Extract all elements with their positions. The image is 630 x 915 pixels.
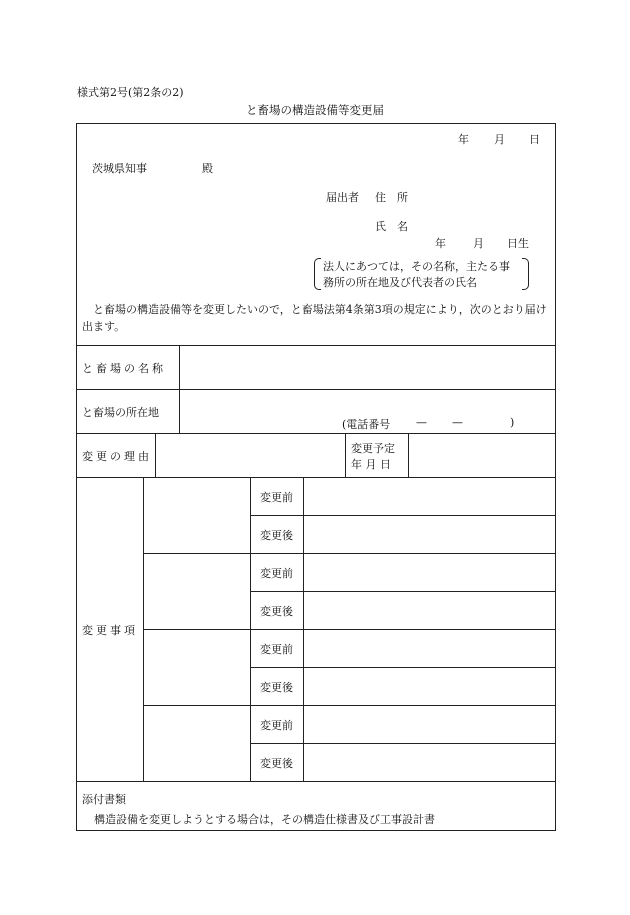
addressee-governor: 茨城県知事 [92,162,147,175]
phone-dash: — [416,416,427,429]
birth-year: 年 [435,237,446,250]
scheduled-date-field[interactable] [409,434,555,476]
addressee-honorific: 殿 [202,162,213,175]
change-reason-label: 変更の理由 [82,450,152,463]
scheduled-date-label: 変更予定 [351,442,395,455]
divider [250,477,251,781]
divider [143,553,556,554]
change-after-label: 変更後 [260,605,293,618]
bracket-left [314,258,321,290]
facility-name-field[interactable] [180,346,555,388]
change-after-label: 変更後 [260,757,293,770]
divider [76,781,556,782]
applicant-label: 届出者 [326,191,359,204]
divider [143,629,556,630]
change-after-label: 変更後 [260,681,293,694]
divider [250,591,556,592]
corp-note-line2: 務所の所在地及び代表者の氏名 [323,276,477,289]
divider [76,477,556,478]
change-before-label: 変更前 [260,643,293,656]
birth-month: 月 [473,237,484,250]
change-after-label: 変更後 [260,529,293,542]
change-before-label: 変更前 [260,567,293,580]
date-month: 月 [494,133,505,146]
divider [143,477,144,781]
statement-text: と畜場の構造設備等を変更したいので，と畜場法第4条第3項の規定により，次のとおり届け出ます。 [82,303,547,333]
attachments-heading: 添付書類 [82,793,126,806]
corp-note-line1: 法人にあつては，その名称，主たる事 [323,260,510,273]
divider [250,667,556,668]
change-items-label: 変更事項 [82,624,138,637]
divider [143,705,556,706]
bracket-right [522,258,529,290]
birth-day: 日生 [507,237,529,250]
change-before-label: 変更前 [260,491,293,504]
scheduled-date-label-2: 年 月 日 [351,458,391,471]
divider [250,743,556,744]
change-reason-field[interactable] [156,434,344,476]
page-title: と畜場の構造設備等変更届 [246,103,384,117]
facility-name-label: と畜場の名称 [82,362,166,375]
divider [303,477,304,781]
facility-location-label: と畜場の所在地 [82,406,159,419]
date-year: 年 [458,133,469,146]
phone-dash: — [452,416,463,429]
applicant-name-label: 氏 名 [375,220,408,233]
phone-label: (電話番号 [342,418,391,431]
applicant-address-label: 住 所 [375,191,408,204]
date-day: 日 [529,133,540,146]
divider [250,515,556,516]
phone-close: ) [510,416,515,429]
change-before-label: 変更前 [260,719,293,732]
attachments-text: 構造設備を変更しようとする場合は，その構造仕様書及び工事設計書 [94,813,435,826]
form-number: 様式第2号(第2条の2) [77,86,184,99]
divider [345,433,346,477]
